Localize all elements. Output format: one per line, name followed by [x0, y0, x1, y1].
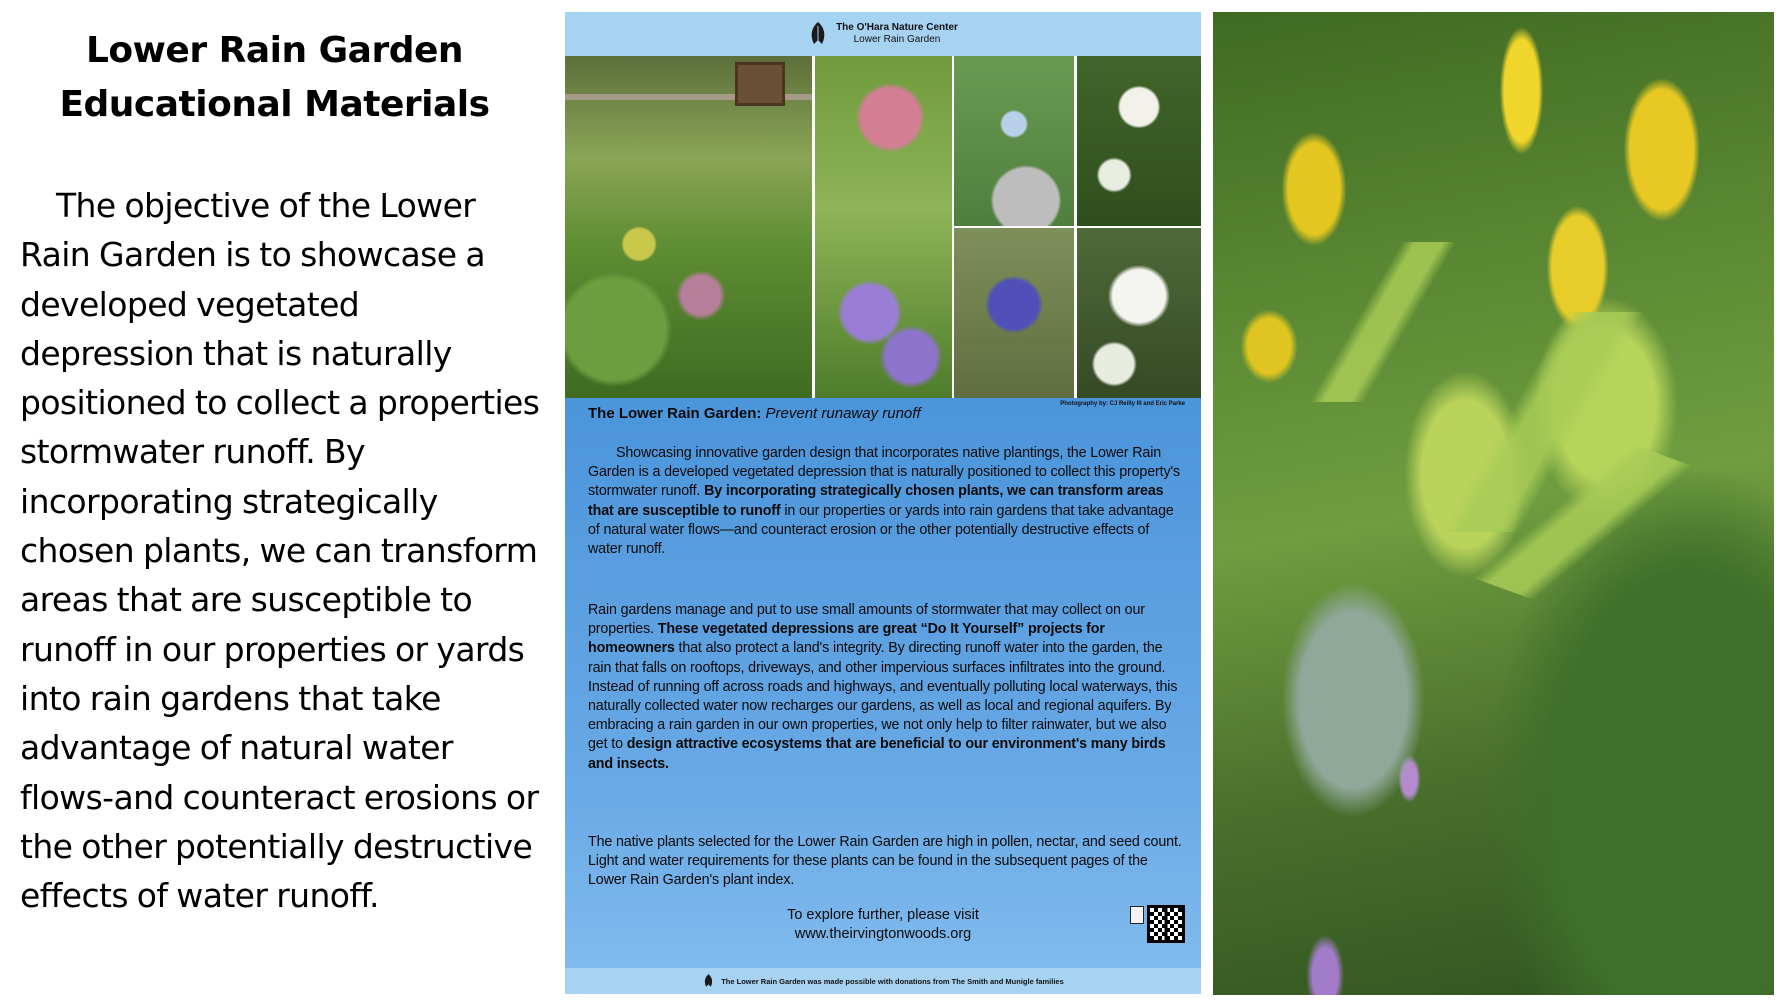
poster-header-title: The O'Hara Nature Center [836, 22, 958, 33]
photo-collage [565, 56, 1201, 398]
visit-line: To explore further, please visit [787, 907, 979, 923]
garden-overview-photo [565, 56, 812, 398]
purple-spike-flowers-photo [954, 228, 1074, 398]
poster-title [588, 405, 921, 422]
p1-text-a: Showcasing innovative garden design that incorporates native plantings, the Lower Rain Garden is a developed vegetated depression that is naturally positioned to collect this property's stormwater runoff. [588, 445, 1181, 500]
slide-body: The objective of the Lower Rain Garden is to showcase a developed vegetated depression that is naturally positioned to collect a properties stormwater runoff. By incorporating strategically chosen plants, we can transform areas that are susceptible to runoff in our properties or yards into rain gardens that take advantage of natural water flows-and counteract erosions or the other potentially destructive effects of water runoff. [20, 186, 540, 916]
footer-text: The Lower Rain Garden was made possible with donations from The Smith and Munigle families [721, 976, 1064, 986]
p1-text-bold: By incorporating strategically chosen plants, we can transform areas that are susceptible to runoff [588, 483, 1164, 519]
slide-title-line1: Lower Rain Garden [85, 30, 464, 71]
p2-text-bold-2: design attractive ecosystems that are beneficial to our environment's many birds and insects. [588, 736, 1166, 772]
fern-foliage [1293, 242, 1473, 402]
pdf-icon [1130, 906, 1144, 924]
educational-poster [565, 12, 1201, 994]
poster-footer [565, 968, 1201, 994]
poster-paragraph-1 [588, 444, 1182, 559]
slide-title-line2: Educational Materials [59, 84, 490, 125]
p2-text-bold-1: These vegetated depressions are great “Do It Yourself” projects for homeowners [588, 621, 1105, 657]
pink-purple-flowers-photo [815, 56, 952, 398]
slide-title [12, 24, 537, 132]
poster-header [565, 12, 1201, 56]
footer-leaf-logo-icon [702, 973, 715, 989]
website-link[interactable]: www.theirvingtonwoods.org [794, 926, 972, 942]
white-flowers-photo [1077, 56, 1201, 226]
qr-code-icon [1147, 905, 1185, 943]
slide-text-column [20, 24, 540, 920]
leaf-logo-icon [808, 20, 828, 48]
poster-header-subtitle: Lower Rain Garden [853, 34, 941, 45]
rain-garden-photo [1213, 12, 1774, 995]
poster-title-bold: The Lower Rain Garden: [588, 405, 762, 422]
photo-credit: Photography by: CJ Reilly III and Eric Parke [1060, 401, 1185, 407]
visit-block [565, 906, 1201, 944]
blue-flowers-photo [954, 56, 1074, 226]
p2-text-a: Rain gardens manage and put to use small amounts of stormwater that may collect on our properties. [588, 602, 1145, 638]
poster-paragraph-3: The native plants selected for the Lower Rain Garden are high in pollen, nectar, and seed count. Light and water requirements for these plants can be found in the subsequent pages of the Lower Rain Garden's plant index. [588, 834, 1182, 889]
poster-paragraph-2 [588, 601, 1182, 774]
white-bottlebrush-photo [1077, 228, 1201, 398]
p1-text-c: in our properties or yards into rain gardens that take advantage of natural water flows—and counteract erosion or the other potentially destructive effects of water runoff. [588, 502, 1174, 558]
garden-sign [735, 62, 785, 106]
p2-text-c: that also protect a land's integrity. By directing runoff water into the garden, the rain that falls on rooftops, driveways, and other impervious surfaces infiltrates into the ground. Instead of running off across roads and highways, and eventually polluting local waterways, this naturally collected water now recharges our gardens, as well as local and regional aquifers. By embracing a rain garden in our own properties, we not only help to filter rainwater, but we also get to [588, 640, 1178, 753]
poster-title-italic: Prevent runaway runoff [765, 405, 921, 422]
